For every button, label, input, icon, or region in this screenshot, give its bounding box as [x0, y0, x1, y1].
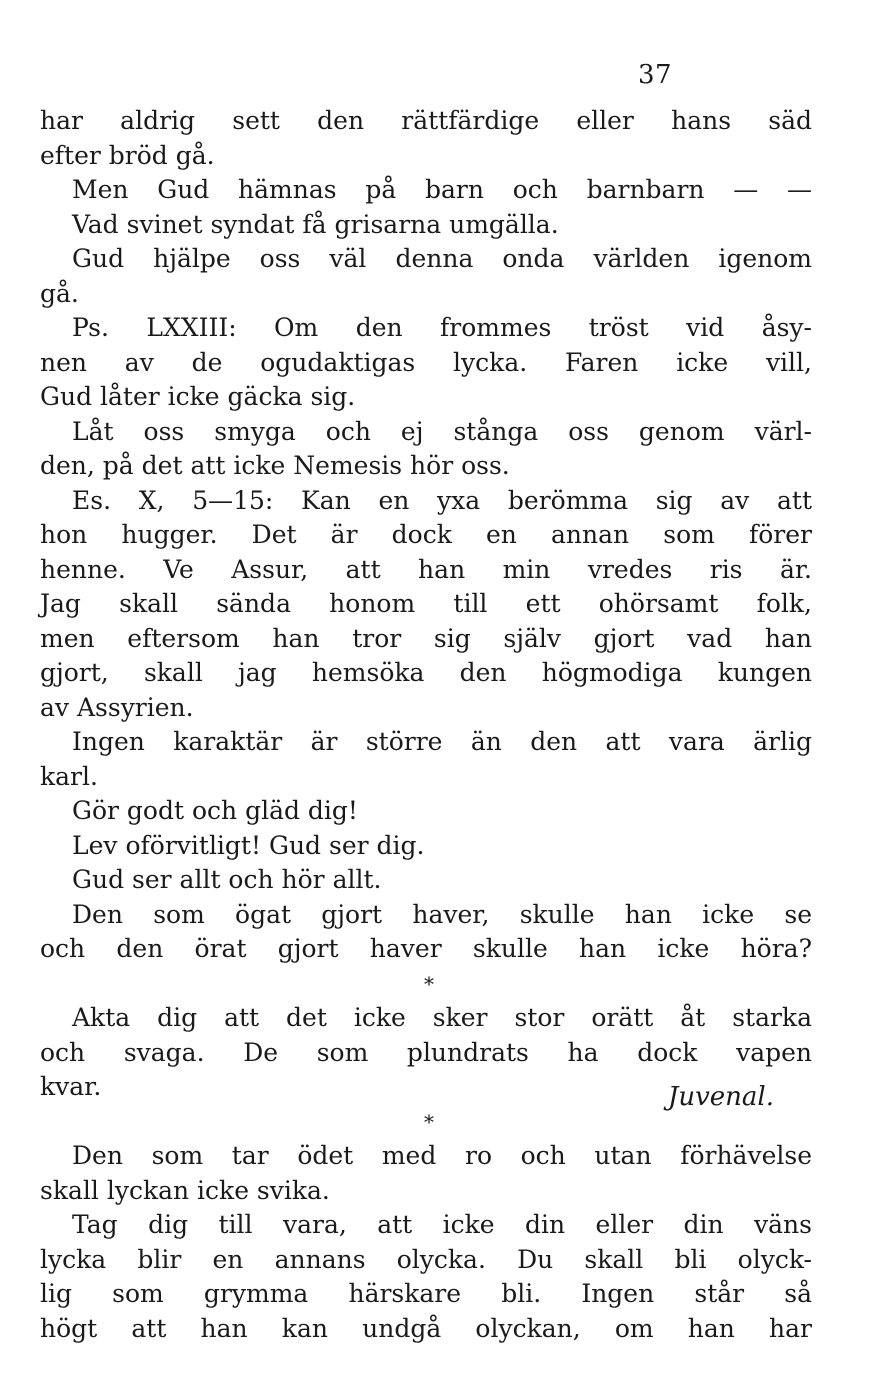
text-line: har aldrig sett den rättfärdige eller hans säd — [40, 106, 812, 135]
text-line: men eftersom han tror sig själv gjort vad han — [40, 623, 812, 653]
text-line: henne. Ve Assur, att han min vredes ris är. — [40, 554, 812, 584]
text-line: Lev oförvitligt! Gud ser dig. — [72, 830, 425, 860]
text-line: Es. X, 5—15: Kan en yxa berömma sig av att — [72, 485, 812, 515]
text-line: av Assyrien. — [40, 692, 194, 722]
text-line: Tag dig till vara, att icke din eller din väns — [72, 1210, 812, 1239]
text-line: Gud hjälpe oss väl denna onda världen igenom — [72, 244, 812, 273]
text-line: efter bröd gå. — [40, 140, 215, 170]
text-line: lig som grymma härskare bli. Ingen står så — [40, 1279, 812, 1308]
section-separator: * — [424, 971, 434, 996]
text-line: hon hugger. Det är dock en annan som förer — [40, 520, 812, 549]
text-line: och svaga. De som plundrats ha dock vapen — [40, 1037, 812, 1067]
text-line: gjort, skall jag hemsöka den högmodiga kungen — [40, 658, 812, 687]
text-line: Den som ögat gjort haver, skulle han icke se — [72, 899, 812, 929]
text-line: den, på det att icke Nemesis hör oss. — [40, 451, 510, 480]
text-line: lycka blir en annans olycka. Du skall bli olyck- — [40, 1244, 812, 1274]
text-line: Den som tar ödet med ro och utan förhävelse — [72, 1141, 812, 1170]
text-line: karl. — [40, 761, 98, 791]
page-body — [40, 104, 812, 1346]
section-separator: * — [424, 1109, 434, 1134]
text-line: Vad svinet syndat få grisarna umgälla. — [72, 209, 559, 239]
text-line: högt att han kan undgå olyckan, om han har — [40, 1313, 812, 1343]
text-line: Gud ser allt och hör allt. — [72, 865, 382, 894]
text-line: Jag skall sända honom till ett ohörsamt folk, — [40, 589, 812, 618]
text-line: Ps. LXXIII: Om den frommes tröst vid åsy- — [72, 313, 812, 342]
text-line: Akta dig att det icke sker stor orätt åt starka — [72, 1003, 812, 1032]
text-line: Gör godt och gläd dig! — [72, 796, 358, 825]
text-line: och den örat gjort haver skulle han icke höra? — [40, 934, 812, 963]
text-line: gå. — [40, 278, 79, 308]
text-line: Men Gud hämnas på barn och barnbarn — — — [72, 175, 812, 204]
text-line-with-author — [40, 1070, 812, 1112]
text-line: nen av de ogudaktigas lycka. Faren icke vill, — [40, 347, 812, 377]
page-number: 37 — [638, 60, 673, 90]
text-line: Gud låter icke gäcka sig. — [40, 382, 356, 411]
text-line: Ingen karaktär är större än den att vara ärlig — [72, 727, 812, 756]
author-attribution: Juvenal. — [667, 1082, 774, 1112]
text-line: Låt oss smyga och ej stånga oss genom värl- — [72, 416, 812, 446]
text-line: kvar. — [40, 1072, 102, 1101]
text-line: skall lyckan icke svika. — [40, 1175, 330, 1205]
